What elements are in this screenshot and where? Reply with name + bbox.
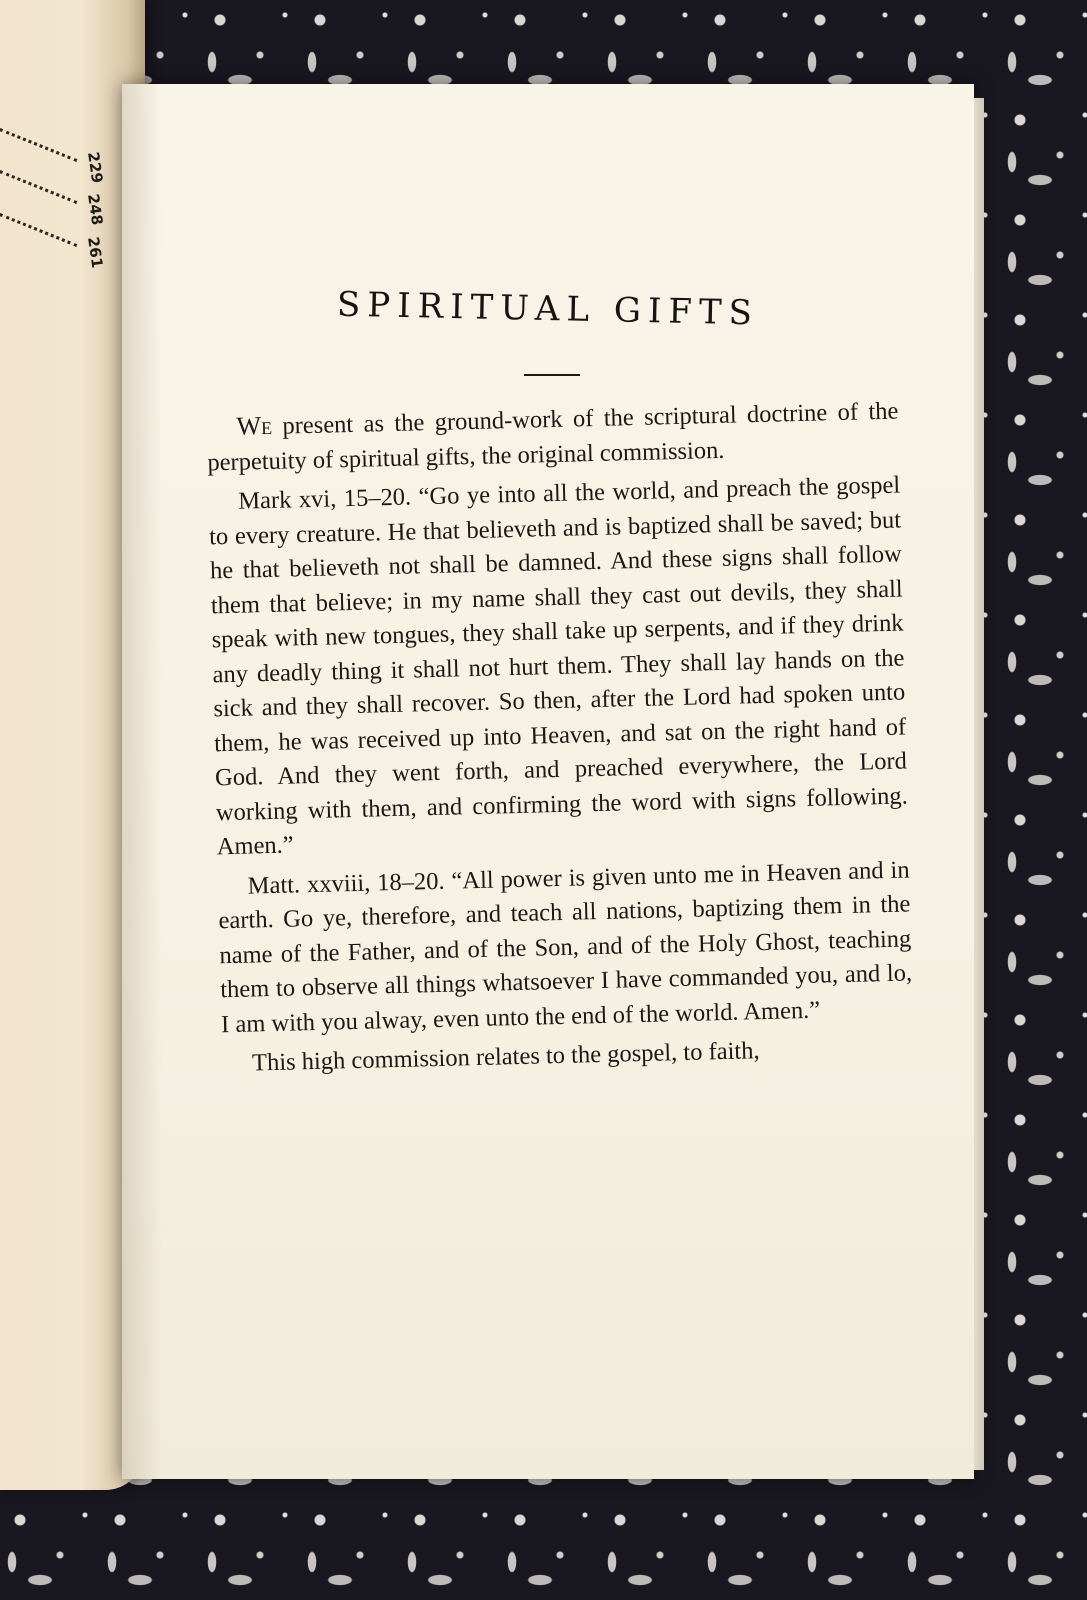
paragraph-text: present as the ground-work of the scriptural doctrine of the perpetuity of spiritual gifts, the original commission. xyxy=(207,397,899,476)
page-edge xyxy=(974,98,984,1470)
paragraph-text: Mark xvi, 15–20. “Go ye into all the world, and preach the gospel to every creature. He that believeth and is baptized shall be saved; but he that believeth not shall be damned. And these signs shall follow them that believe; in my name shall they cast out devils, they shall speak with new tongues, they shall take up serpents, and if they drink any deadly thing it shall not hurt them. They shall lay hands on the sick and they shall recover. So then, after the Lord had spoken unto them, he was received up into Heaven, and sat on the right hand of God. And they went forth, and preached everywhere, the Lord working with them, and confirming the word with signs following. Amen.” xyxy=(208,471,909,861)
chapter-title: SPIRITUAL GIFTS xyxy=(336,284,760,334)
toc-page-number: 261 xyxy=(83,235,106,270)
body-text xyxy=(206,394,914,1087)
paragraph xyxy=(217,853,913,1042)
toc-page-number: 248 xyxy=(83,192,106,227)
drop-lead-word: We xyxy=(236,410,273,441)
book-page xyxy=(122,84,974,1479)
leader-dots xyxy=(0,213,77,247)
toc-page-number: 229 xyxy=(83,150,106,185)
leader-dots xyxy=(0,170,77,204)
paragraph xyxy=(208,469,909,865)
title-rule xyxy=(524,374,580,376)
paragraph-text: This high commission relates to the gospel, to faith, xyxy=(251,1037,760,1077)
leader-dots xyxy=(0,128,77,162)
paragraph xyxy=(206,394,900,481)
paragraph-text: Matt. xxviii, 18–20. “All power is given unto me in Heaven and in earth. Go ye, therefore, and teach all nations, baptizing them in the name of the Father, and of the Son, and of the Holy Ghost, teaching them to observe all things whatsoever I have commanded you, and lo, I am with you alway, even unto the end of the world. Amen.” xyxy=(218,855,913,1038)
